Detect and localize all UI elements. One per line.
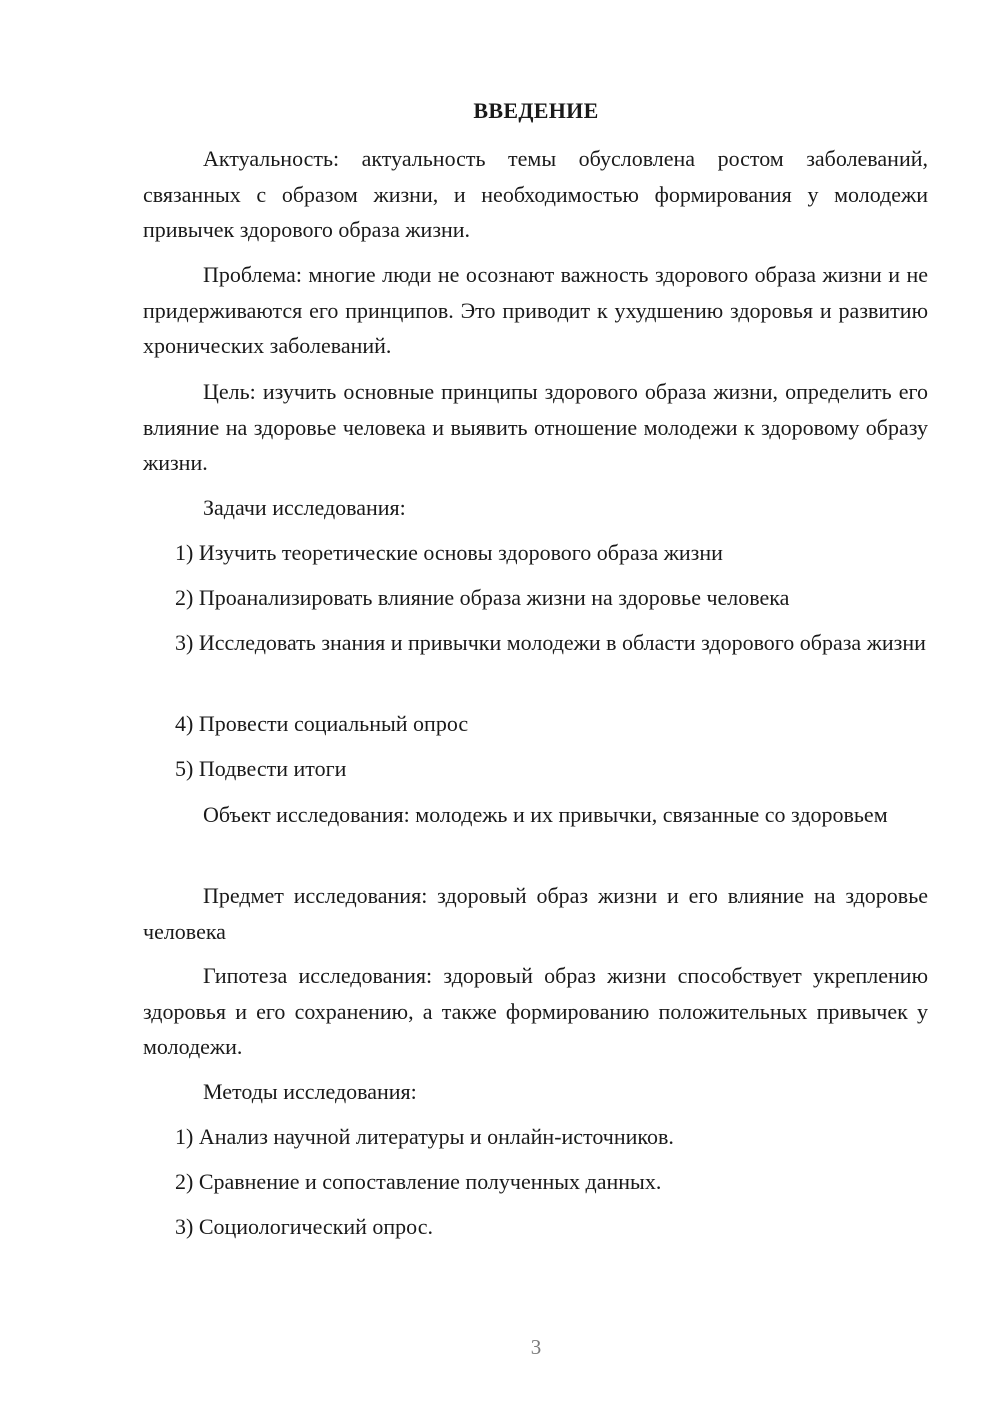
object-paragraph: Объект исследования: молодежь и их привычки, связанные со здоровьем <box>203 802 888 827</box>
page-number: 3 <box>530 1335 542 1359</box>
task-item: 4) Провести социальный опрос <box>175 711 469 736</box>
subject-paragraph: Предмет исследования: здоровый образ жизни и его влияние на здоровье человека <box>143 883 928 944</box>
method-item: 3) Социологический опрос. <box>175 1214 433 1239</box>
method-item: 2) Сравнение и сопоставление полученных данных. <box>175 1169 662 1194</box>
task-item: 2) Проанализировать влияние образа жизни на здоровье человека <box>175 585 790 610</box>
methods-heading: Методы исследования: <box>203 1079 417 1104</box>
task-item: 1) Изучить теоретические основы здорового образа жизни <box>175 540 723 565</box>
task-item: 3) Исследовать знания и привычки молодежи в области здорового образа жизни <box>175 630 926 655</box>
tasks-heading: Задачи исследования: <box>203 495 406 520</box>
hypothesis-paragraph: Гипотеза исследования: здоровый образ жизни способствует укреплению здоровья и его сохранению, а также формированию положительных привычек у молодежи. <box>143 963 928 1059</box>
problem-paragraph: Проблема: многие люди не осознают важность здорового образа жизни и не придерживаются его принципов. Это приводит к ухудшению здоровья и развитию хронических заболеваний. <box>143 262 928 358</box>
task-item: 5) Подвести итоги <box>175 756 347 781</box>
method-item: 1) Анализ научной литературы и онлайн-источников. <box>175 1124 674 1149</box>
goal-paragraph: Цель: изучить основные принципы здорового образа жизни, определить его влияние на здоровье человека и выявить отношение молодежи к здоровому образу жизни. <box>143 379 928 475</box>
relevance-paragraph: Актуальность: актуальность темы обусловлена ростом заболеваний, связанных с образом жизни, и необходимостью формирования у молодежи привычек здорового образа жизни. <box>143 146 928 242</box>
section-title: ВВЕДЕНИЕ <box>473 98 599 123</box>
